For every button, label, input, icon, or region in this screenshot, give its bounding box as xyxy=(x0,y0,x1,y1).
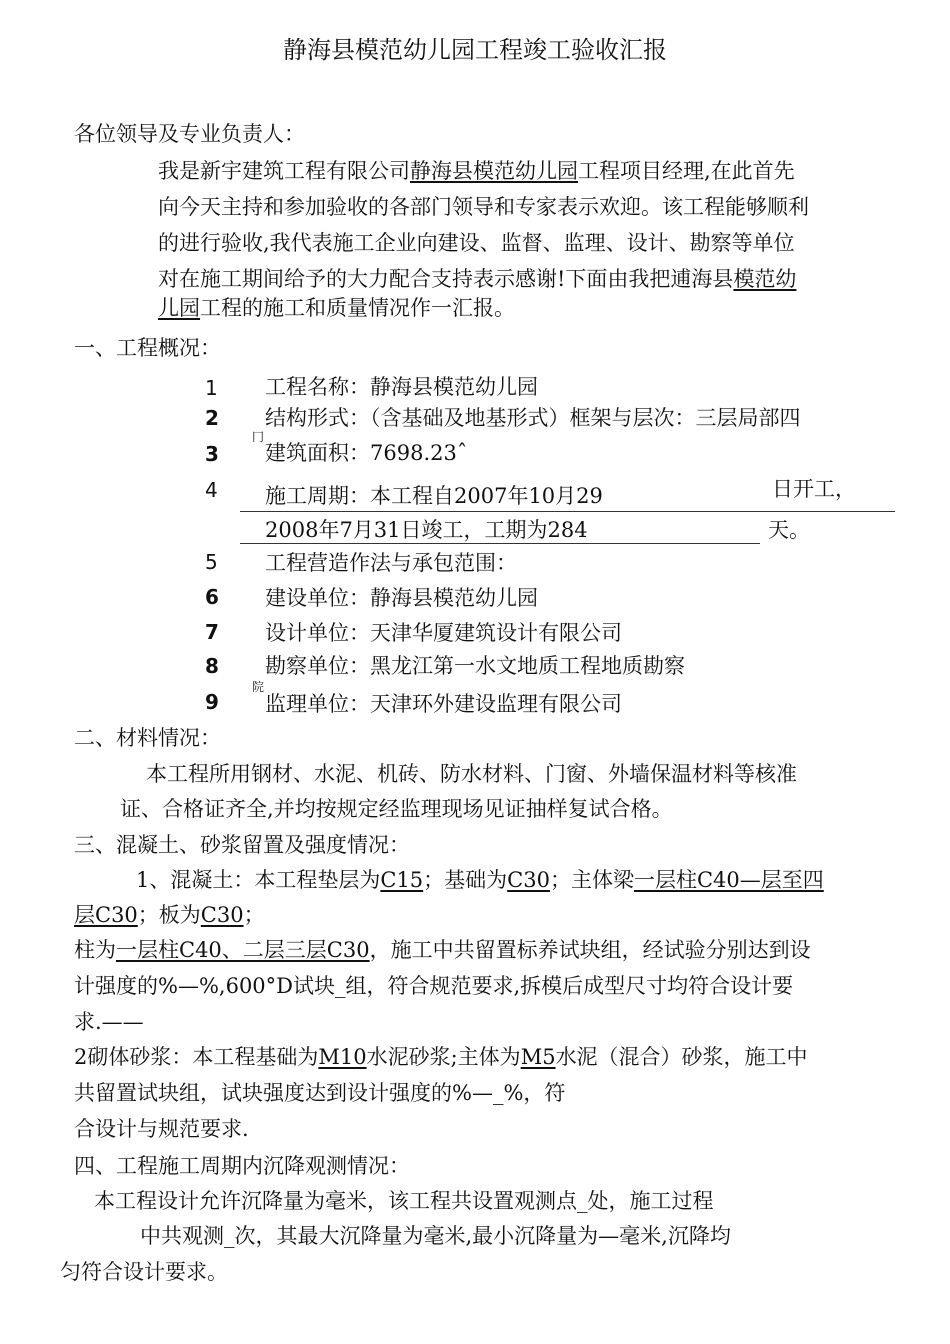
overview-item: 工程名称：静海县模范幼儿园 xyxy=(265,375,538,399)
item-number: 1 xyxy=(205,376,218,400)
grade-value: M5 xyxy=(520,1045,556,1069)
salutation: 各位领导及专业负责人： xyxy=(74,122,305,146)
overview-item: 2008年7月31日竣工，工期为284 xyxy=(265,518,588,542)
item-number: 9 xyxy=(205,690,219,714)
mortar-text: 2砌体砂浆：本工程基础为 xyxy=(74,1045,319,1069)
section-1-heading: 一、工程概况： xyxy=(74,336,221,360)
concrete-line-4: 计强度的%—%,600°D试块_组，符合规范要求,拆模后成型尺寸均符合设计要 xyxy=(74,974,794,998)
concrete-line-5: 求.—— xyxy=(74,1010,144,1034)
intro-line-4 xyxy=(158,265,796,293)
concrete-text: ；主体梁 xyxy=(549,868,634,892)
mortar-line-2: 共留置试块组，试块强度达到设计强度的%—_%，符 xyxy=(74,1081,566,1105)
stray-mark: 院 xyxy=(252,680,265,694)
underline-rule xyxy=(240,543,760,544)
item-number: 8 xyxy=(205,654,219,678)
grade-value: 一层柱C40—层至四 xyxy=(633,868,824,892)
intro-text: 工程的施工和质量情况作一汇报。 xyxy=(200,296,515,320)
overview-item-tail: 天。 xyxy=(768,518,810,542)
intro-line-1 xyxy=(158,157,795,185)
overview-item: 建设单位：静海县模范幼儿园 xyxy=(265,586,538,610)
grade-value: M10 xyxy=(318,1045,367,1069)
overview-item: 结构形式：（含基础及地基形式）框架与层次：三层局部四 xyxy=(265,406,801,430)
concrete-text: ； xyxy=(243,903,265,927)
concrete-text: ，施工中共留置标养试块组，经试验分别达到设 xyxy=(369,938,811,962)
settlement-line-2: 中共观测_次，其最大沉降量为毫米,最小沉降量为—毫米,沉降均 xyxy=(140,1224,731,1248)
section-3-heading: 三、混凝土、砂浆留置及强度情况： xyxy=(74,833,410,857)
page-title: 静海县模范幼儿园工程竣工验收汇报 xyxy=(283,36,667,64)
item-number: 3 xyxy=(205,442,219,466)
overview-item: 监理单位：天津环外建设监理有限公司 xyxy=(265,692,622,716)
project-name-underlined: 儿园 xyxy=(158,296,200,320)
grade-value: 一层柱C40、二层三层C30 xyxy=(116,938,370,962)
overview-item: 施工周期：本工程自2007年10月29 xyxy=(265,484,603,508)
grade-value: 层C30 xyxy=(74,903,138,927)
grade-value: C30 xyxy=(200,903,244,927)
grade-value: C30 xyxy=(507,868,550,892)
overview-item-tail: 日开工， xyxy=(772,477,856,501)
intro-line-3: 的进行验收,我代表施工企业向建设、监督、监理、设计、勘察等单位 xyxy=(158,231,795,255)
concrete-line-2 xyxy=(74,901,265,929)
project-name-underlined: 模范幼 xyxy=(733,267,797,291)
overview-item: 设计单位：天津华厦建筑设计有限公司 xyxy=(265,621,622,645)
materials-line-2: 证、合格证齐全,并均按规定经监理现场见证抽样复试合格。 xyxy=(120,797,673,821)
intro-line-5 xyxy=(158,294,515,322)
intro-text: 工程项目经理,在此首先 xyxy=(578,159,795,183)
concrete-text: 1、混凝土：本工程垫层为 xyxy=(136,868,381,892)
item-number: 5 xyxy=(205,550,218,574)
stray-mark: 冂 xyxy=(252,430,265,444)
grade-value: C15 xyxy=(380,868,424,892)
mortar-text: 水泥砂浆;主体为 xyxy=(366,1045,521,1069)
item-number: 2 xyxy=(205,406,219,430)
overview-item: 建筑面积：7698.23ˆ xyxy=(265,441,468,465)
concrete-text: ；板为 xyxy=(137,903,201,927)
mortar-text: 水泥（混合）砂浆，施工中 xyxy=(555,1045,808,1069)
project-name-underlined: 静海县模范幼儿园 xyxy=(410,159,578,183)
item-number: 6 xyxy=(205,585,219,609)
concrete-line-1 xyxy=(136,866,824,894)
intro-text: 对在施工期间给予的大力配合支持表示感谢!下面由我把逋海县 xyxy=(158,267,734,291)
underline-rule xyxy=(240,511,895,512)
overview-item: 勘察单位：黑龙江第一水文地质工程地质勘察 xyxy=(265,654,685,678)
settlement-line-3: 匀符合设计要求。 xyxy=(60,1260,228,1284)
overview-item: 工程营造作法与承包范围： xyxy=(265,551,517,575)
concrete-text: 柱为 xyxy=(74,938,116,962)
concrete-text: ；基础为 xyxy=(423,868,508,892)
section-2-heading: 二、材料情况： xyxy=(74,726,221,750)
mortar-line-1 xyxy=(74,1043,808,1071)
item-number: 4 xyxy=(205,478,218,502)
settlement-line-1: 本工程设计允许沉降量为毫米，该工程共设置观测点_处，施工过程 xyxy=(94,1189,714,1213)
intro-line-2: 向今天主持和参加验收的各部门领导和专家表示欢迎。该工程能够顺利 xyxy=(158,195,809,219)
item-number: 7 xyxy=(205,620,219,644)
section-4-heading: 四、工程施工周期内沉降观测情况： xyxy=(74,1154,410,1178)
mortar-line-3: 合设计与规范要求. xyxy=(74,1117,249,1141)
materials-line-1: 本工程所用钢材、水泥、机砖、防水材料、门窗、外墙保温材料等核准 xyxy=(146,762,797,786)
concrete-line-3 xyxy=(74,936,811,964)
intro-text: 我是新宇建筑工程有限公司 xyxy=(158,159,410,183)
